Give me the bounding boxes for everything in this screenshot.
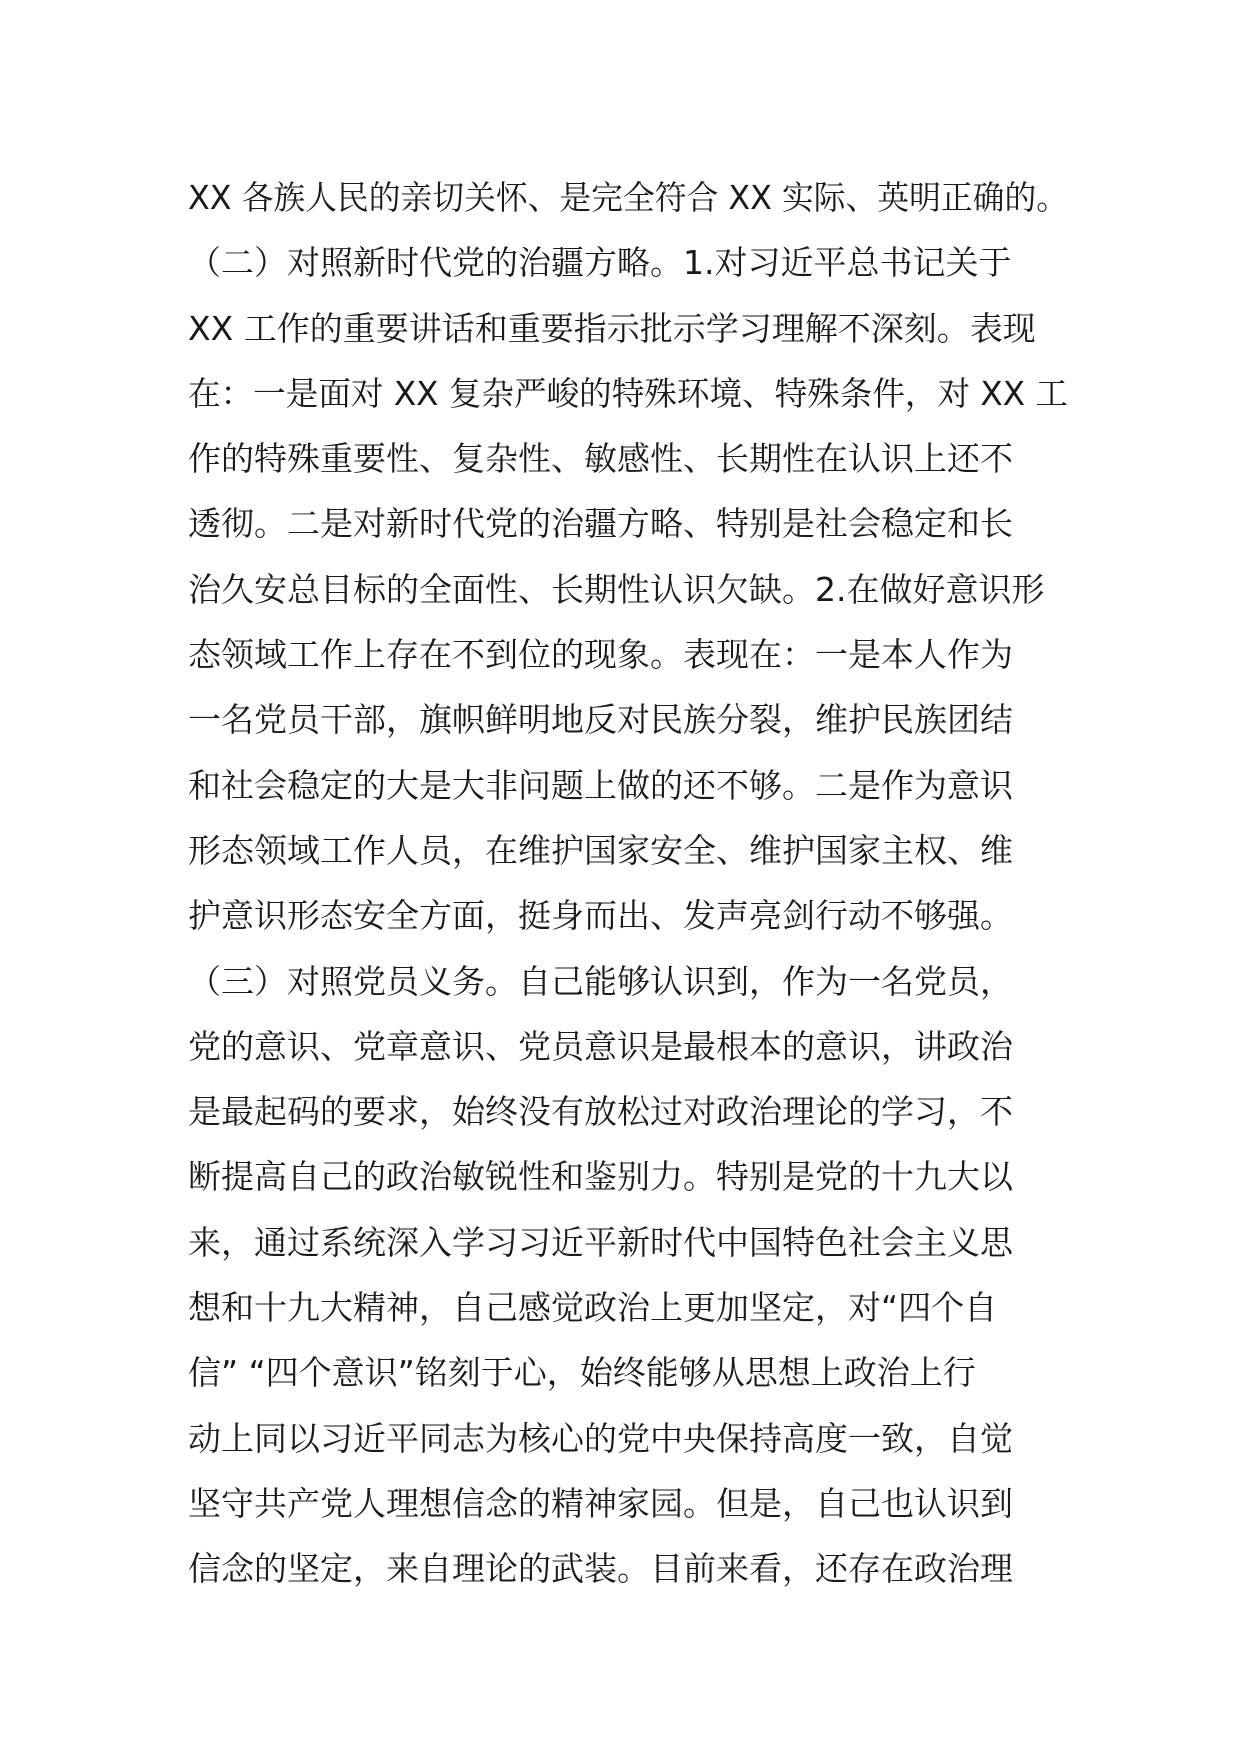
- text-line: 党的意识、党章意识、党员意识是最根本的意识，讲政治: [188, 1026, 1013, 1066]
- text-line: 是最起码的要求，始终没有放松过对政治理论的学习，不: [188, 1092, 1013, 1132]
- text-line: 形态领域工作人员，在维护国家安全、维护国家主权、维: [188, 830, 1013, 870]
- text-line: 想和十九大精神，自己感觉政治上更加坚定，对“四个自: [188, 1288, 998, 1328]
- text-line: XX 各族人民的亲切关怀、是完全符合 XX 实际、英明正确的。: [188, 178, 1068, 217]
- text-line: 断提高自己的政治敏锐性和鉴别力。特别是党的十九大以: [188, 1157, 1013, 1197]
- text-line: 和社会稳定的大是大非问题上做的还不够。二是作为意识: [188, 765, 1013, 805]
- text-line: （二）对照新时代党的治疆方略。1.对习近平总书记关于: [188, 243, 1012, 283]
- text-line: 信” “四个意识”铭刻于心，始终能够从思想上政治上行: [188, 1353, 976, 1393]
- text-line: 治久安总目标的全面性、长期性认识欠缺。2.在做好意识形: [188, 569, 1045, 609]
- text-line: 信念的坚定，来自理论的武装。目前来看，还存在政治理: [188, 1549, 1013, 1589]
- text-line: 动上同以习近平同志为核心的党中央保持高度一致，自觉: [188, 1418, 1013, 1458]
- text-line: 作的特殊重要性、复杂性、敏感性、长期性在认识上还不: [188, 439, 1013, 479]
- body-text: [188, 165, 1068, 1602]
- text-line: 护意识形态安全方面，挺身而出、发声亮剑行动不够强。: [188, 896, 1013, 936]
- text-line: 态领域工作上存在不到位的现象。表现在：一是本人作为: [188, 635, 1013, 675]
- text-line: 在：一是面对 XX 复杂严峻的特殊环境、特殊条件，对 XX 工: [188, 373, 1068, 413]
- text-line: （三）对照党员义务。自己能够认识到，作为一名党员，: [188, 961, 1013, 1001]
- text-line: XX 工作的重要讲话和重要指示批示学习理解不深刻。表现: [188, 308, 1036, 348]
- text-line: 来，通过系统深入学习习近平新时代中国特色社会主义思: [188, 1222, 1013, 1262]
- text-line: 坚守共产党人理想信念的精神家园。但是，自己也认识到: [188, 1483, 1013, 1523]
- text-line: 透彻。二是对新时代党的治疆方略、特别是社会稳定和长: [188, 504, 1013, 544]
- text-line: 一名党员干部，旗帜鲜明地反对民族分裂，维护民族团结: [188, 700, 1013, 740]
